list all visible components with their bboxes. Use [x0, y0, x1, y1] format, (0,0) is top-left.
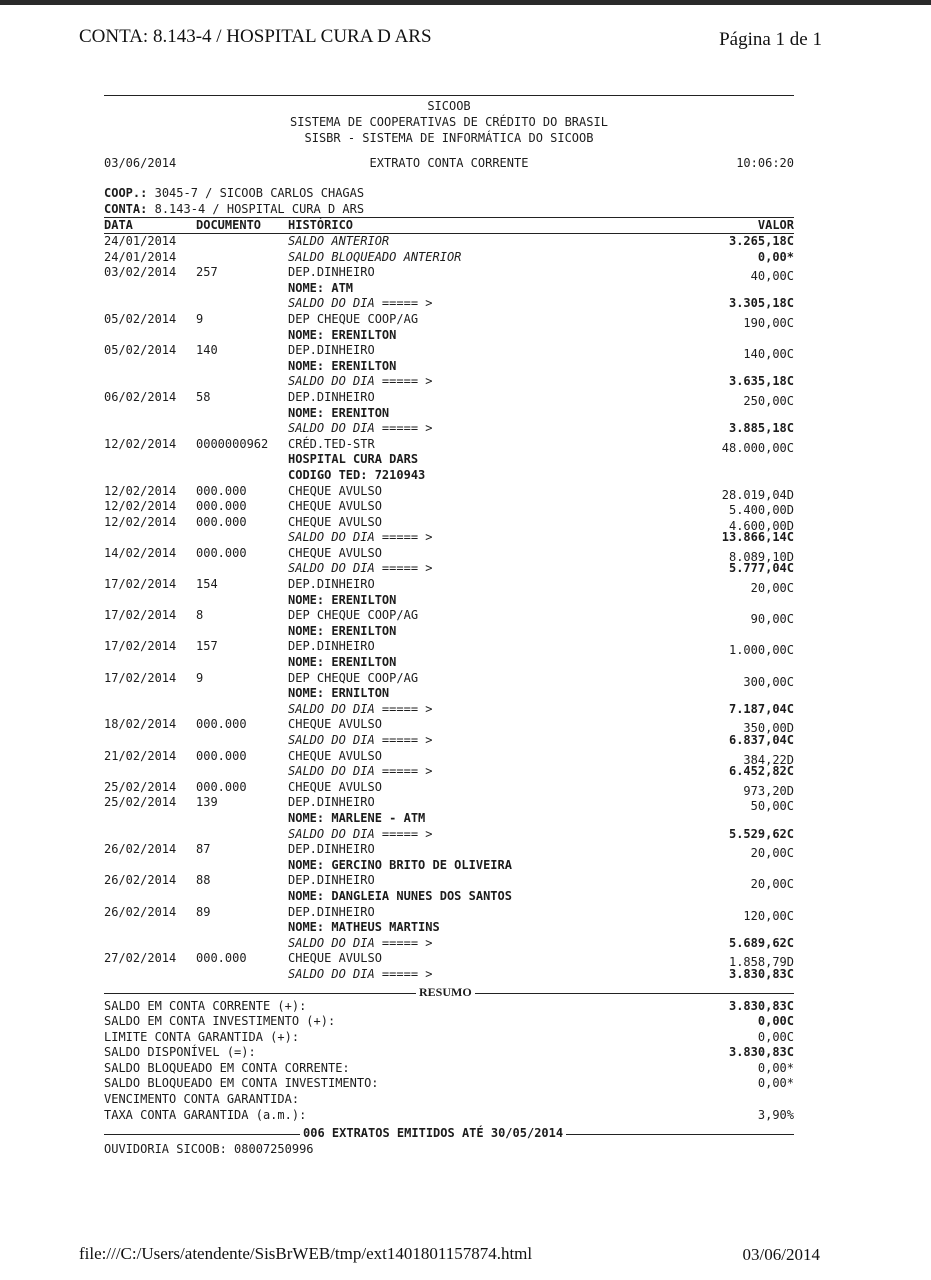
row-history: CHEQUE AVULSO [288, 748, 382, 763]
table-row [104, 359, 794, 375]
row-history: CHEQUE AVULSO [288, 717, 382, 732]
row-document: 89 [196, 904, 211, 919]
bank-name: SICOOB [427, 99, 471, 113]
table-row [104, 624, 794, 640]
table-row [104, 452, 794, 468]
summary-row [104, 1014, 794, 1030]
print-header-account: CONTA: 8.143-4 / HOSPITAL CURA D ARS [79, 26, 432, 47]
row-date: 24/01/2014 [104, 234, 177, 248]
table-row [104, 873, 794, 892]
table-row [104, 406, 794, 422]
row-date: 05/02/2014 [104, 343, 177, 358]
row-document: 154 [196, 577, 218, 592]
row-date: 03/02/2014 [104, 265, 177, 280]
row-history: SALDO DO DIA ===== > [288, 935, 433, 950]
table-row [104, 639, 794, 658]
table-row [104, 499, 794, 518]
summary-label: SALDO EM CONTA INVESTIMENTO (+): [104, 1014, 336, 1029]
row-value: 3.265,18C [728, 234, 794, 248]
row-document: 000.000 [196, 779, 247, 794]
table-row [104, 577, 794, 596]
table-row [104, 795, 794, 814]
row-date: 26/02/2014 [104, 873, 177, 888]
table-row [104, 811, 794, 827]
summary-row [104, 1061, 794, 1077]
row-value: 7.187,04C [728, 701, 794, 716]
table-row [104, 749, 794, 765]
table-row [104, 468, 794, 484]
table-row [104, 328, 794, 344]
row-value: 5.777,04C [728, 561, 794, 576]
table-row [104, 343, 794, 362]
row-history: DEP.DINHEIRO [288, 904, 375, 919]
summary-label: SALDO BLOQUEADO EM CONTA CORRENTE: [104, 1060, 350, 1075]
row-date: 17/02/2014 [104, 670, 177, 685]
row-history: CHEQUE AVULSO [288, 545, 382, 560]
row-history: SALDO ANTERIOR [288, 234, 390, 248]
summary-value: 3,90% [757, 1107, 794, 1122]
row-value: 20,00C [750, 581, 794, 596]
row-value: 20,00C [750, 846, 794, 861]
summary-row [104, 1108, 794, 1124]
summary-label: SALDO EM CONTA CORRENTE (+): [104, 998, 307, 1013]
row-value: 40,00C [750, 269, 794, 284]
table-row [104, 717, 794, 736]
row-history: NOME: ATM [288, 280, 354, 295]
summary-divider [104, 985, 794, 999]
row-document: 88 [196, 873, 211, 888]
table-row [104, 296, 794, 312]
account-info [104, 186, 794, 218]
extracts-divider [104, 1126, 794, 1140]
row-date: 18/02/2014 [104, 717, 177, 732]
row-history: NOME: DANGLEIA NUNES DOS SANTOS [288, 888, 512, 903]
row-document: 000.000 [196, 499, 247, 514]
row-value: 6.837,04C [728, 733, 794, 747]
row-value: 350,00D [743, 721, 794, 736]
row-history: SALDO DO DIA ===== > [288, 701, 433, 716]
row-date: 12/02/2014 [104, 514, 177, 529]
table-row [104, 655, 794, 671]
table-row [104, 421, 794, 437]
row-document: 139 [196, 795, 218, 810]
statement-meta [104, 156, 794, 172]
row-date: 24/01/2014 [104, 249, 177, 264]
summary-value: 0,00* [757, 1076, 794, 1091]
coop-line [104, 186, 794, 202]
row-value: 3.830,83C [728, 966, 794, 981]
table-row [104, 733, 794, 749]
statement-time: 10:06:20 [736, 156, 794, 170]
row-value: 300,00C [743, 674, 794, 689]
row-document: 000.000 [196, 545, 247, 560]
row-date: 26/02/2014 [104, 842, 177, 857]
table-row [104, 593, 794, 609]
row-history: NOME: ERENILTON [288, 358, 397, 373]
row-date: 17/02/2014 [104, 577, 177, 592]
summary-title: RESUMO [416, 985, 475, 1001]
row-document: 000.000 [196, 748, 247, 763]
row-history: SALDO DO DIA ===== > [288, 296, 433, 311]
row-history: NOME: MARLENE - ATM [288, 810, 426, 825]
statement-document [104, 95, 794, 1158]
row-document: 000.000 [196, 514, 247, 529]
table-row [104, 281, 794, 297]
table-row [104, 967, 794, 983]
table-row [104, 234, 794, 250]
table-row [104, 764, 794, 780]
row-history: SALDO DO DIA ===== > [288, 374, 433, 389]
page-top-border [0, 0, 931, 5]
summary-row [104, 1076, 794, 1092]
row-date: 21/02/2014 [104, 748, 177, 763]
summary-row [104, 1030, 794, 1046]
row-value: 5.400,00D [728, 503, 794, 518]
table-row [104, 858, 794, 874]
row-value: 90,00C [750, 612, 794, 627]
row-history: DEP CHEQUE COOP/AG [288, 670, 419, 685]
row-date: 17/02/2014 [104, 639, 177, 654]
print-header-page: Página 1 de 1 [719, 29, 822, 50]
row-value: 250,00C [743, 393, 794, 408]
row-document: 8 [196, 608, 204, 623]
row-value: 20,00C [750, 877, 794, 892]
print-footer-date: 03/06/2014 [742, 1245, 820, 1264]
table-row [104, 827, 794, 843]
row-date: 12/02/2014 [104, 499, 177, 514]
row-history: DEP CHEQUE COOP/AG [288, 608, 419, 623]
summary-label: SALDO DISPONÍVEL (=): [104, 1045, 256, 1060]
table-row [104, 437, 794, 453]
row-date: 25/02/2014 [104, 795, 177, 810]
row-history: DEP.DINHEIRO [288, 389, 375, 404]
row-value: 50,00C [750, 799, 794, 814]
row-value: 4.600,00D [728, 518, 794, 533]
summary-value: 3.830,83C [728, 1045, 794, 1060]
table-row [104, 530, 794, 546]
table-row [104, 250, 794, 266]
row-history: DEP.DINHEIRO [288, 343, 375, 358]
bank-system: SISTEMA DE COOPERATIVAS DE CRÉDITO DO BRASIL [290, 115, 608, 129]
row-history: DEP.DINHEIRO [288, 873, 375, 888]
table-row [104, 390, 794, 406]
table-row [104, 702, 794, 718]
row-value: 48.000,00C [721, 440, 794, 455]
row-history: CHEQUE AVULSO [288, 779, 382, 794]
row-history: CODIGO TED: 7210943 [288, 467, 426, 482]
conta-label: CONTA: [104, 201, 148, 216]
summary-value: 0,00* [757, 1060, 794, 1075]
row-history: NOME: GERCINO BRITO DE OLIVEIRA [288, 857, 512, 872]
row-history: NOME: ERENILTON [288, 327, 397, 342]
row-date: 14/02/2014 [104, 545, 177, 560]
bank-subsystem: SISBR - SISTEMA DE INFORMÁTICA DO SICOOB [304, 131, 594, 145]
top-rule [104, 95, 794, 96]
summary-row [104, 999, 794, 1015]
row-history: NOME: ERENITON [288, 405, 390, 420]
row-date: 17/02/2014 [104, 608, 177, 623]
row-date: 25/02/2014 [104, 779, 177, 794]
row-history: DEP.DINHEIRO [288, 842, 375, 857]
row-history: CHEQUE AVULSO [288, 483, 382, 498]
bank-header [104, 98, 794, 146]
table-row [104, 265, 794, 284]
row-value: 0,00* [757, 249, 794, 264]
summary-row [104, 1045, 794, 1061]
row-value: 13.866,14C [721, 530, 794, 545]
row-value: 973,20D [743, 783, 794, 798]
table-row [104, 780, 794, 796]
summary-value: 0,00C [757, 1014, 794, 1029]
row-value: 120,00C [743, 908, 794, 923]
row-document: 87 [196, 842, 211, 857]
table-row [104, 842, 794, 861]
statement-title: EXTRATO CONTA CORRENTE [369, 156, 529, 170]
row-history: DEP.DINHEIRO [288, 795, 375, 810]
table-row [104, 889, 794, 905]
row-history: SALDO DO DIA ===== > [288, 966, 433, 981]
table-row [104, 374, 794, 390]
ouvidoria-line: OUVIDORIA SICOOB: 08007250996 [104, 1142, 314, 1157]
row-value: 190,00C [743, 315, 794, 330]
row-history: DEP.DINHEIRO [288, 577, 375, 592]
row-document: 257 [196, 265, 218, 280]
summary-list [104, 999, 794, 1124]
row-history: NOME: ERNILTON [288, 686, 390, 701]
summary-value: 3.830,83C [728, 998, 794, 1013]
table-row [104, 608, 794, 627]
table-row [104, 312, 794, 328]
row-value: 1.858,79D [728, 955, 794, 970]
row-value: 384,22D [743, 752, 794, 767]
row-history: NOME: ERENILTON [288, 655, 397, 670]
row-history: SALDO DO DIA ===== > [288, 764, 433, 779]
row-history: NOME: ERENILTON [288, 623, 397, 638]
table-row [104, 951, 794, 970]
row-history: HOSPITAL CURA DARS [288, 452, 419, 467]
conta-line [104, 202, 794, 219]
row-date: 27/02/2014 [104, 951, 177, 966]
row-document: 000.000 [196, 483, 247, 498]
row-value: 5.689,62C [728, 935, 794, 950]
row-date: 06/02/2014 [104, 389, 177, 404]
table-header [104, 218, 794, 234]
row-value: 28.019,04D [721, 487, 794, 502]
col-value: VALOR [757, 218, 794, 232]
transactions-table [104, 234, 794, 983]
row-value: 6.452,82C [728, 764, 794, 779]
table-row [104, 686, 794, 702]
summary-value: 0,00C [757, 1029, 794, 1044]
row-document: 000.000 [196, 951, 247, 966]
row-history: CHEQUE AVULSO [288, 514, 382, 529]
table-row [104, 515, 794, 531]
print-footer-url: file:///C:/Users/atendente/SisBrWEB/tmp/ext1401801157874.html [79, 1244, 533, 1263]
col-doc: DOCUMENTO [196, 218, 262, 232]
coop-label: COOP.: [104, 186, 148, 200]
row-history: DEP CHEQUE COOP/AG [288, 311, 419, 326]
row-date: 26/02/2014 [104, 904, 177, 919]
row-history: NOME: ERENILTON [288, 592, 397, 607]
table-row [104, 671, 794, 687]
row-value: 1.000,00C [728, 643, 794, 658]
row-document: 157 [196, 639, 218, 654]
col-hist: HISTÓRICO [288, 218, 354, 232]
conta-value: 8.143-4 / HOSPITAL CURA D ARS [154, 201, 365, 216]
table-row [104, 546, 794, 562]
summary-row [104, 1092, 794, 1108]
row-date: 05/02/2014 [104, 311, 177, 326]
row-history: NOME: MATHEUS MARTINS [288, 920, 440, 935]
summary-label: TAXA CONTA GARANTIDA (a.m.): [104, 1107, 307, 1122]
table-row [104, 484, 794, 500]
row-value: 5.529,62C [728, 826, 794, 841]
row-history: SALDO BLOQUEADO ANTERIOR [288, 249, 462, 264]
extracts-note: 006 EXTRATOS EMITIDOS ATÉ 30/05/2014 [300, 1126, 566, 1142]
row-document: 0000000962 [196, 436, 269, 451]
table-row [104, 561, 794, 577]
row-history: CHEQUE AVULSO [288, 951, 382, 966]
row-history: DEP.DINHEIRO [288, 639, 375, 654]
row-document: 9 [196, 311, 204, 326]
col-date: DATA [104, 218, 133, 232]
row-value: 3.885,18C [728, 421, 794, 436]
row-date: 12/02/2014 [104, 436, 177, 451]
row-history: DEP.DINHEIRO [288, 265, 375, 280]
summary-label: LIMITE CONTA GARANTIDA (+): [104, 1029, 300, 1044]
summary-label: VENCIMENTO CONTA GARANTIDA: [104, 1092, 300, 1107]
row-history: CRÉD.TED-STR [288, 436, 375, 451]
row-document: 58 [196, 389, 211, 404]
row-value: 140,00C [743, 347, 794, 362]
row-date: 12/02/2014 [104, 483, 177, 498]
row-history: CHEQUE AVULSO [288, 499, 382, 514]
row-history: SALDO DO DIA ===== > [288, 561, 433, 576]
statement-date: 03/06/2014 [104, 156, 177, 170]
row-value: 8.089,10D [728, 549, 794, 564]
row-document: 9 [196, 670, 204, 685]
table-row [104, 936, 794, 952]
row-value: 3.635,18C [728, 374, 794, 389]
row-history: SALDO DO DIA ===== > [288, 733, 433, 747]
row-value: 3.305,18C [728, 296, 794, 311]
row-history: SALDO DO DIA ===== > [288, 421, 433, 436]
table-row [104, 920, 794, 936]
summary-label: SALDO BLOQUEADO EM CONTA INVESTIMENTO: [104, 1076, 379, 1091]
row-document: 140 [196, 343, 218, 358]
row-document: 000.000 [196, 717, 247, 732]
table-row [104, 905, 794, 921]
row-history: SALDO DO DIA ===== > [288, 826, 433, 841]
coop-value: 3045-7 / SICOOB CARLOS CHAGAS [154, 186, 365, 200]
row-history: SALDO DO DIA ===== > [288, 530, 433, 545]
